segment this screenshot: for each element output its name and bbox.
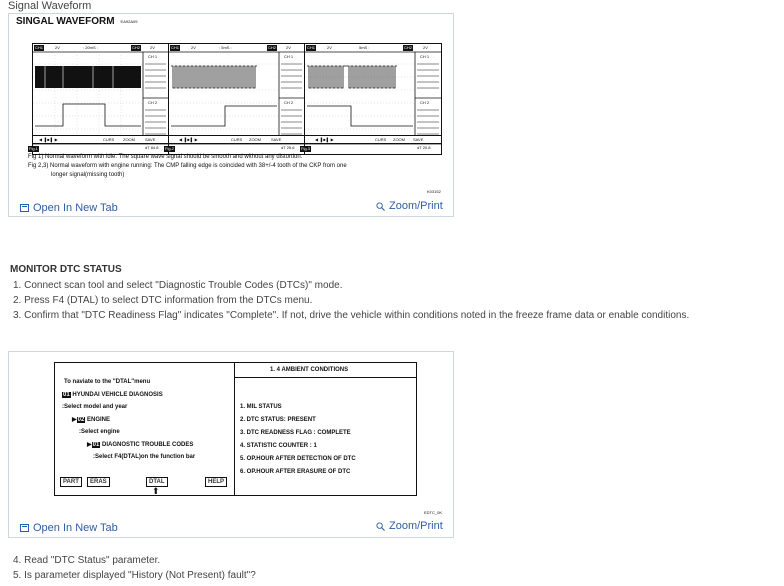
open-in-new-tab-link-2[interactable] — [20, 522, 118, 534]
time-div: 5mS : — [359, 45, 370, 50]
menu-number-01b: 01 — [92, 442, 100, 448]
menu-engine-label: ENGINE — [86, 417, 110, 423]
figure-code: EA92A09 — [120, 18, 138, 24]
right-ch1: CH 1 — [420, 54, 430, 59]
dt-readout: dT 84.8 — [145, 145, 159, 150]
zoom-print-label: Zoom/Print — [389, 200, 443, 212]
step-4: 4. Read "DTC Status" parameter. — [13, 555, 161, 566]
right-header-line — [235, 377, 417, 378]
figure-caption-3: longer signal(missing tooth) — [51, 172, 125, 178]
zoom-print-label: Zoom/Print — [389, 520, 443, 532]
right-ch2: CH 2 — [420, 100, 430, 105]
ch2-volts: 2V — [286, 45, 291, 50]
ch2-label: CH2 — [404, 45, 413, 50]
nav-arrows: ◀ ▐ ■ ▌ ▶ — [315, 137, 334, 142]
save-label: SAVE — [271, 137, 282, 142]
nav-arrows: ◀ ▐ ■ ▌ ▶ — [179, 137, 198, 142]
right-ch1: CH 1 — [284, 54, 294, 59]
fig2-label: Fig.2 — [165, 146, 174, 151]
ch1-volts: 2V — [55, 45, 60, 50]
right-ch2: CH 2 — [148, 100, 158, 105]
zoom-print-link-2[interactable] — [376, 520, 443, 532]
ch1-label: CH1 — [171, 45, 180, 50]
ambient-header: 1. 4 AMBIENT CONDITIONS — [270, 367, 349, 373]
ch2-label: CH2 — [132, 45, 141, 50]
nav-arrows: ◀ ▐ ■ ▌ ▶ — [39, 137, 58, 142]
fig1-label: Fig.1 — [29, 146, 38, 151]
fig3-label: Fig.3 — [301, 146, 310, 151]
magnifier-icon — [376, 202, 385, 211]
menu-engine: ▶02 ENGINE — [72, 417, 110, 423]
scope-control-bar-3 — [304, 135, 442, 144]
ch1-label: CH1 — [35, 45, 44, 50]
menu-number-02: 02 — [77, 417, 85, 423]
menu-vehicle-label: HYUNDAI VEHICLE DIAGNOSIS — [72, 392, 163, 398]
figure-title — [16, 16, 137, 27]
monitor-heading: MONITOR DTC STATUS — [10, 264, 122, 275]
figure-card-dtc — [8, 351, 454, 538]
section-title: Signal Waveform — [8, 0, 92, 12]
monitor-step-1: 1. Connect scan tool and select "Diagnostic Trouble Codes (DTCs)" mode. — [13, 280, 343, 291]
dt-readout: dT 25.6 — [281, 145, 295, 150]
ch1-label: CH1 — [307, 45, 316, 50]
ambient-item-5: 5. OP.HOUR AFTER DETECTION OF DTC — [240, 456, 356, 462]
select-f4-text: :Select F4(DTAL)on the function bar — [93, 454, 196, 460]
ch1-volts: 2V — [191, 45, 196, 50]
figure-caption-1: Fig 1) Normal waveform with idle: The square wave signal should be smooth and without any distortion. — [28, 154, 303, 160]
new-tab-icon — [20, 204, 29, 212]
eras-button: ERAS — [87, 477, 110, 487]
scope-control-bar-1 — [32, 135, 169, 144]
figure-title-text: SINGAL WAVEFORM — [16, 16, 115, 27]
right-ch1: CH 1 — [148, 54, 158, 59]
ambient-item-2: 2. DTC STATUS: PRESENT — [240, 417, 316, 423]
curs-label: CURS — [103, 137, 115, 142]
menu-dtc-label: DIAGNOSTIC TROUBLE CODES — [101, 442, 194, 448]
help-button: HELP — [205, 477, 227, 487]
zoom-label: ZOOM — [123, 137, 135, 142]
open-in-new-tab-link[interactable] — [20, 202, 118, 214]
ch2-volts: 2V — [423, 45, 428, 50]
ch2-volts: 2V — [150, 45, 155, 50]
ambient-item-3: 3. DTC READNESS FLAG : COMPLETE — [240, 430, 351, 436]
dt-readout: dT 20.8 — [417, 145, 431, 150]
zoom-print-link[interactable] — [376, 200, 443, 212]
right-ch2: CH 2 — [284, 100, 294, 105]
ambient-item-4: 4. STATISTIC COUNTER : 1 — [240, 443, 317, 449]
curs-label: CURS — [231, 137, 243, 142]
curs-label: CURS — [375, 137, 387, 142]
dtal-button: DTAL — [146, 477, 168, 487]
intro-text: To naviate to the "DTAL"menu — [64, 379, 151, 385]
monitor-step-2: 2. Press F4 (DTAL) to select DTC information from the DTCs menu. — [13, 295, 313, 306]
select-model-text: :Select model and year — [62, 404, 128, 410]
figure-card-waveform — [8, 13, 454, 217]
open-in-new-tab-label: Open In New Tab — [33, 522, 118, 534]
time-div: : 20mS : — [83, 45, 98, 50]
time-div: : 5mS : — [219, 45, 232, 50]
ch2-label: CH2 — [268, 45, 277, 50]
ch1-volts: 2V — [327, 45, 332, 50]
ambient-item-1: 1. MIL STATUS — [240, 404, 282, 410]
up-arrow-icon: ⬆ — [152, 486, 160, 496]
menu-number-01: 01 — [63, 392, 70, 398]
screen-divider — [234, 363, 235, 495]
save-label: SAVE — [145, 137, 156, 142]
save-label: SAVE — [413, 137, 424, 142]
open-in-new-tab-label: Open In New Tab — [33, 202, 118, 214]
step-5: 5. Is parameter displayed "History (Not Present) fault"? — [13, 570, 256, 581]
figure2-code: EDTC_0K — [424, 510, 443, 515]
new-tab-icon — [20, 524, 29, 532]
figure-code-bottom: K03152 — [427, 189, 441, 194]
scan-tool-screen — [54, 362, 417, 496]
scope-control-bar-2 — [168, 135, 305, 144]
menu-dtc: ▶01 DIAGNOSTIC TROUBLE CODES — [87, 442, 194, 448]
menu-vehicle-diagnosis — [62, 391, 163, 399]
part-button: PART — [60, 477, 82, 487]
select-engine-text: :Select engine — [79, 429, 120, 435]
zoom-label: ZOOM — [249, 137, 261, 142]
figure-caption-2: Fig 2,3) Normal waveform with engine running: The CMP falling edge is coincided with 38+/-4 tooth of the CKP from one — [28, 163, 347, 169]
monitor-step-3: 3. Confirm that "DTC Readiness Flag" indicates "Complete". If not, drive the vehicle within conditions noted in the freeze frame data or enable conditions. — [13, 310, 690, 321]
magnifier-icon — [376, 522, 385, 531]
zoom-label: ZOOM — [393, 137, 405, 142]
ambient-item-6: 6. OP.HOUR AFTER ERASURE OF DTC — [240, 469, 351, 475]
